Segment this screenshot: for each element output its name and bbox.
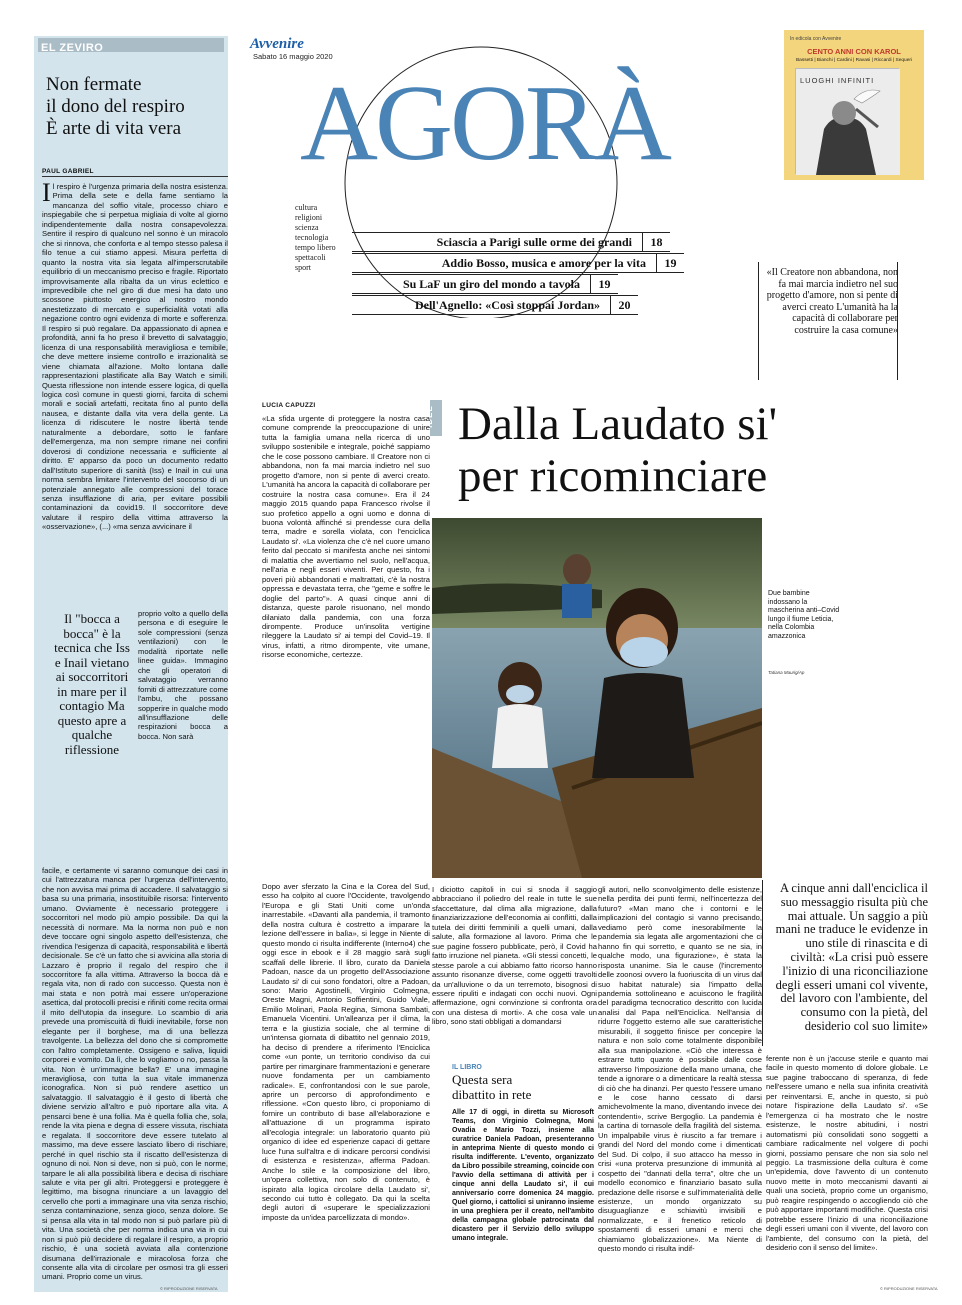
pull-quote: A cinque anni dall'enciclica il suo messaggio risulta più che mai attuale. Un saggio a più mani ne traduce le evidenze in uno stile di rinascita e di civiltà: «La crisi può essere l'inizio di una riconciliazione degli esseri umani col vivente, del lavoro con l'ambiente, del consumo con la pietà, del desiderio col suo limite» [775,881,928,1033]
topic-item: religioni [295,213,323,222]
article-column-3: gli autori, nello sconvolgimento delle esistenze, nella perdita dei punti fermi, nell'incertezza del futuro? «Man mano che i contorni e le implicazioni del contagio si vanno precisando, vediamo però come inesorabilmente la pandemia sia legata alle argomentazioni che ci hanno fin qui sorretto, e quanto se ne sia, in qualche modo, una figurazione», è stata la risposta unanime. Sia le cause (l'incremento delle zoonosi ovvero la fuoriuscita di un virus dal suo habitat naturale) sia l'impatto della pandemia sottolineano e acuiscono le fragilità del paradigma tecnocratico descritto con lucida analisi dal Papa nell'Enciclica. Nell'ansia di ridurre l'oggetto esterno alle sue caratteristiche misurabili, il soggetto finisce per concepire la natura e non solo come totalmente disponibile alla sua manipolazione. «Ciò che interessa è estrarre tutto quanto è possibile dalle cose attraverso l'imposizione della mano umana, che tende a ignorare o a dimenticare la realtà stessa di ciò che ha dinanzi. Per questo l'essere umano e le cose hanno cessato di darsi amichevolmente la mano, diventando invece dei contendenti», scrive Bergoglio. La pandemia è la cartina di tornasole della fragilità del sistema. Un impalpabile virus è riuscito a far tremare i grandi del Nord del mondo come i dimenticati del Sud. Di colpo, il suo attacco ha messo in crisi «una proterva presunzione di immunità al cospetto dei "dannati della terra", oltre che un modello economico e finanziario basato sulla predazione delle risorse e sull'immaterialità delle esistenze, un mondo organizzato su disuguaglianze e schiavitù invisibili e normalizzate, e il frenetico reticolo di spostamenti di esseri umani e merci che chiamiamo globalizzazione». Ma Niente di questo mondo ci risulta indif- [598,885,762,1254]
libro-label: IL LIBRO [452,1064,482,1071]
photo-credit: Tatiana Maurig/Ap [768,670,805,675]
toc-page-number: 19 [656,254,684,272]
issue-date: Sabato 16 maggio 2020 [253,52,333,61]
divider [42,176,228,177]
zeviro-body-part-b: proprio volto a quello della persona e di eseguire le sole compressioni (senza ventilazioni) con le modalità riportate nelle linee guida». Immagino che gli operatori di salvataggio verranno forniti di attrezzature come l'ambu, che possano sopperire in qualche modo all'insufflazione delle respirazioni bocca a bocca. Non sarà [138,609,228,741]
topic-item: tecnologia [295,233,329,242]
zeviro-title-line: È arte di vita vera [46,118,182,139]
article-headline [458,398,928,502]
article-footer: © RIPRODUZIONE RISERVATA [880,1286,938,1291]
section-tag-label: IDEE [424,405,434,428]
section-title: AGORÀ [300,64,670,183]
brand-logo[interactable]: Avvenire [250,36,304,52]
libro-title [452,1072,531,1102]
topic-item: spettacoli [295,253,326,262]
dropcap: I [42,182,51,207]
toc-title: Sciascia a Parigi sulle orme dei grandi [436,235,632,249]
libro-title-line: Questa sera [452,1072,513,1087]
toc-title: Addio Bosso, musica e amore per la vita [441,256,646,270]
book-cover-title: LUOGHI INFINITI [800,76,875,85]
article-column-1: «La sfida urgente di proteggere la nostra casa comune comprende la preoccupazione di unire tutta la famiglia umana nella ricerca di uno sviluppo sostenibile e integrale, poiché sappiamo che le cose possono cambiare. Il Creatore non ci abbandona, non fa mai marcia indietro nel suo progetto d'amore, non si pente di averci creato. L'umanità ha ancora la capacità di collaborare per costruire la nostra casa comune». Era il 24 maggio 2015 quando papa Francesco rivolse il suo profetico appello a ogni uomo e donna di buona volontà affinché si prendesse cura della terra, madre e sorella violata, con l'enciclica Laudato si'. «La violenza che c'è nel cuore umano ferito dal peccato si manifesta anche nei sintomi di malattia che avvertiamo nel suolo, nell'acqua, nell'aria e negli esseri viventi. Per questo, fra i poveri più abbandonati e maltrattati, c'è la nostra oppressa e devastata terra, che "geme e soffre le doglie del parto"». A quasi cinque anni di distanza, queste parole risuonano, nel mondo dilaniato dalla pandemia, con una forza dirompente. Produce un'insolita vertigine rileggere la Laudato si' ai tempi del Covid–19. Il virus, infatti, a ritmo dirompente, vite umane, risorse economiche, certezze. [262,414,430,660]
photo-caption: Due bambine indossano la mascherina anti–Covid lungo il fiume Leticia, nella Colombia amazzonica [768,590,840,640]
zeviro-body-part-a [42,182,228,606]
zeviro-footer: © RIPRODUZIONE RISERVATA [160,1286,218,1291]
article-column-4: ferente non è un j'accuse sterile e quanto mai facile in questo momento di dolore globale. Le sue pagine traboccano di speranza, di fede nell'essere umano e nella sua infinita creatività per reinventarsi. E, anche in questo, si può notare l'ispirazione della Laudato si'. «Se l'emergenza ci ha mostrato che le nostre esistenze, le nostre abitudini, i nostri automatismi più consolidati sono soggetti a cambiare radicalmente nel volgere di pochi giorni, possiamo pensare che non sia solo nel peggio. La trasmissione della cultura è come un'epidemia, dove l'avvento di un contenuto nuovo mette in moto meccanismi davanti ai quali una società, proprio come un organismo, può reagire respingendo o accogliendo ciò che può apportare importanti modifiche. Questa crisi potrebbe essere l'inizio di una riconciliazione degli esseri umani con il vivente, del lavoro con l'ambiente, del consumo con la pietà, del desiderio con il senso del limite». [766,1054,928,1253]
toc-title: Dell'Agnello: «Così stoppai Jordan» [414,298,600,312]
toc-item[interactable] [352,274,618,294]
ad-title: CENTO ANNI CON KAROL [807,47,901,56]
zeviro-title-line: Non fermate [46,74,142,95]
zeviro-body-text: l respiro è l'urgenza primaria della nostra esistenza. Prima della sete e della fame sentiamo la mancanza del soffio vitale, processo chiaro e inspiegabile che si perpetua migliaia di volte al giorno indipendentemente dalla nostra consapevolezza. Sentire il respiro di qualcuno nel sonno è un miracolo che si rinnova, che conforta e al tempo stesso palesa il filo tenue a cui stiamo appesi. Misura perfetta di quanto la nostra vita sia legata all'imperscrutabile equilibrio di un meccanismo preciso e fragile. Riportato improvvisamente alla ribalta da un virus eclettico e imprevedibile che nel giro di due mesi ha dato uno scossone piuttosto energico al nostro mondo anestetizzato di mercato e superficialità votati alla negazione contro ogni evidenza di morte e sofferenza. Il respiro si può regalare. Da appassionato di apnea e profondità, anni fa ho preso il brevetto di salvataggio, licenza di una responsabilità meravigliosa e temibile, che deve mettere insieme controllo e irrazionalità se viene chiamata all'azione. Molto lontana dalle rappresentazioni plastificate alla Bay Watch e simili. Questa riflessione non intende essere logica, di quella logica così comune in questi giorni, farcita di schemi morali e sociali artefatti, recitata fino al punto della nausea, e distante dalla vita vera della gente. La licenza di ridiscutere le nostre libertà tende naturalmente a debordare, sotto le fanfare dell'emergenza, ma non sempre rimane nei confini doverosi di condizione necessaria e sufficiente al diritto. E' apparso da poco un documento redatto dall'Istituto superiore di sanità (Iss) e Inail in cui una norma sembra limitare l'intervento del soccorso di un potenziale annegato alle compressioni del torace senza insufflazione di aria, per evitare possibili contaminazioni da covid19. Il soccorritore deve valutare il respiro della vittima attraverso la «osservazione», (...) «ma senza avvicinare il [42,182,228,532]
toc-item[interactable] [352,253,684,273]
topic-list [295,203,336,273]
article-photo [432,518,762,878]
article-column-2: I diciotto capitoli in cui si snoda il saggio abbracciano il poliedro del reale in tutte le sue sfaccettature, dal clima alla migrazione, dalla finanziarizzazione dell'economia ai conflitti, dalla tutela dei diritti femminili a quelli umani, dalla salute, alla formazione al lavoro. Prima che le sue pagine fossero pubblicate, però, il Covid ha fatto irruzione nel pianeta. «Gli stessi concetti, le stesse parole a cui abbiamo fatto ricorso hanno assunto risonanze diverse, come oggetti travolti da un'alluvione o da un terremoto, bisognosi di essere ripuliti e indagati con occhi nuovi. Ogni affermazione, ogni convinzione si confronta ora con una distesa di morti». A che cosa vale un libro, sono stati obbligati a domandarsi [432,885,597,1027]
toc-title: Su LaF un giro del mondo a tavola [402,277,580,291]
toc-page-number: 19 [590,275,618,293]
toc-page-number: 18 [642,233,670,251]
zeviro-body-part-c: facile, e certamente vi saranno comunque dei casi in cui l'attrezzatura manca per l'urgenza dell'intervento, che non avvisa mai prima di accadere. Il salvataggio si basa su una primaria, insostituibile risorsa: l'intervento umano. Ovviamente è necessario proteggere i soccorritori nel modo più ampio possibile. Da qui la necessità di normare. Ma la norma non può e non deve toccare ogni singolo aspetto dell'esistenza, che rivendica l'esigenza di capacità, responsabilità e libertà decisionale. Se c'è un fatto che si avvicina alla storia di Lazzaro è proprio il regalo del respiro che il soccorritore fa alla vittima. Attraverso la bocca dà e regala vita, non di rado con successo. Questa non è mai stata e non potrà mai essere un'operazione asettica, dal protocolli precisi e rifiniti come recita ormai il mito dell'utopia da insegure. Lo scambio di aria prevede una promiscuità di fluidi inevitabile, forse non elegante per il borghese, ma di una bellezza travolgente. La bellezza del dono che si compromette con l'altro completamente. Ossigeno e saliva, liquidi corporei e vomito. Da lì, che lo vogliamo o no, passa la vita. Non è un'immagine bella? E' una immagine meravigliosa, con tutta la sua vitale immanenza iconografica. Non si può rendere asettico un salvataggio. Il salvataggio è il gesto di libertà che diviene servizio all'altro e può riportare alla vita. A pensarci bene è una follia. Ma è quella follia che, sola, rende la vita piena e degna di essere vissuta, rischiata e regalata. Il soccorritore deve essere tutelato al massimo, ma deve essere lasciato libero di rischiare, perché in quel rischio sta il riscatto dell'esistenza di ognuno di noi. Non si deve, non si può, con le norme, tarpare le ali alla possibilità libera e decisa di rischiare salute e vita per gli altri. Proteggersi e proteggere è legittimo, ma bisogna rinunciare a un lavaggio del cervello che porti a immaginare una vita senza rischio, senza contaminazione, senza gioco, senza dolore. Se si pensa alla vita in tal modo non si può parlare più di vita. Una società che per norma indica una via in cui non si può più decidere di regalare il respiro, a proprio rischio, è una società avviata alla contenzione disumana dell'irrazionale e miracolosa forza che consente alla vita di circolare per osmosi tra gli esseri umani. Proprio come un virus. [42,866,228,1282]
zeviro-pull-quote: Il "bocca a bocca" è la tecnica che Iss e Inail vietano ai soccorritori in mare per il contagio Ma questo apre a qualche riflessione [54,611,130,757]
article-column-1-continued: Dopo aver sferzato la Cina e la Corea del Sud, esso ha colpito al cuore l'Occidente, travolgendo l'Europa e gli Stati Uniti come un'onda inarrestabile. «Davanti alla pandemia, il tramonto della nostra cultura è costretto a imparare la lezione dell'essere in balìa», si legge in Niente di questo mondo ci risulta indifferente (Interno4) che oggi esce in ebook e il 28 maggio sarà sugli scaffali delle librerie. Il libro, curato da Daniela Padoan, nasce da un progetto dell'Associazione Laudato si' di cui sono fondatori, oltre a Padoan, sono: Mario Agostinelli, Virginio Colmegna, Oreste Magni, Antonio Soffientini, Guido Viale, Emilio Molinari, Paola Regina, Simona Sambati, Emanuela Vicentini. Un'alleanza per il clima, la terra e la giustizia sociale, che al termine di un'intensa giornata di dibattito nel gennaio 2019, ha deciso di prendere a riferimento l'Enciclica come «un ponte, un territorio condiviso da cui partire per rimarginare frammentazioni e generare nuove fondamenta per un cambiamento radicale». E, confrontandosi con le sue parole, aprire un percorso di approfondimento e riflessione. «Con questo libro, ci proponiamo di fornire un contributo di base all'elaborazione e all'attuazione di un programma ispirato all'ecologia integrale: un laboratorio quanto più organico di idee ed esperienze capaci di gettare luce l'una sull'altra e di indicare percorsi condivisi di esistenza e resistenza», afferma Padoan. Anche lo stile e la composizione del libro, un'opera collettiva, non solo di contenuto, è ispirato alla logica circolare della Laudato si', secondo cui tutto è collegato. Da qui la scelta degli autori di «superare le specializzazioni imposte da un'idea parcellizzata di mondo». [262,882,430,1222]
headline-line: per ricominciare [458,450,768,502]
libro-text: Alle 17 di oggi, in diretta su Microsoft Teams, don Virginio Colmegna, Moni Ovadia e Mario Tozzi, insieme alla curatrice Daniela Padoan, presenteranno in anteprima Niente di questo mondo ci risulta indifferente. L'evento, organizzato da Libro possibile streaming, coincide con l'avvio della settimana di attività per i cinque anni della Laudato si', il cui anniversario corre domenica 24 maggio. Quel giorno, i cattolici si uniranno insieme in una preghiera per il creato, nell'ambito della campagna globale patrocinata dal dicastero per il Servizio dello sviluppo umano integrale. [452,1109,594,1242]
ad-authors: Bassetti | Bianchi | Cardini | Ravasi | Riccardi | Sequeri [795,58,913,63]
side-quote: «Il Creatore non abbandona, non fa mai marcia indietro nel suo progetto d'amore, non si pente di averci creato L'umanità ha la capacità di collaborare per costruire la casa comune» [766,267,898,336]
zeviro-title [46,74,222,140]
toc-page-number: 20 [610,296,638,314]
zeviro-author: PAUL GABRIEL [42,168,94,175]
topic-item: scienza [295,223,319,232]
toc-item[interactable] [352,232,670,252]
divider [762,880,763,1046]
zeviro-title-line: il dono del respiro [46,96,185,117]
topic-item: tempo libero [295,243,336,252]
libro-title-line: dibattito in rete [452,1087,532,1102]
headline-line: Dalla Laudato si' [458,398,778,450]
zeviro-section-label: EL ZEVIRO [41,42,104,54]
ad-tagline: In edicola con Avvenire [790,36,842,42]
article-author: LUCIA CAPUZZI [262,402,316,409]
toc-item[interactable] [352,295,638,315]
topic-item: cultura [295,203,318,212]
zeviro-section-header [38,38,224,52]
section-tag [424,400,442,436]
topic-item: sport [295,263,311,272]
